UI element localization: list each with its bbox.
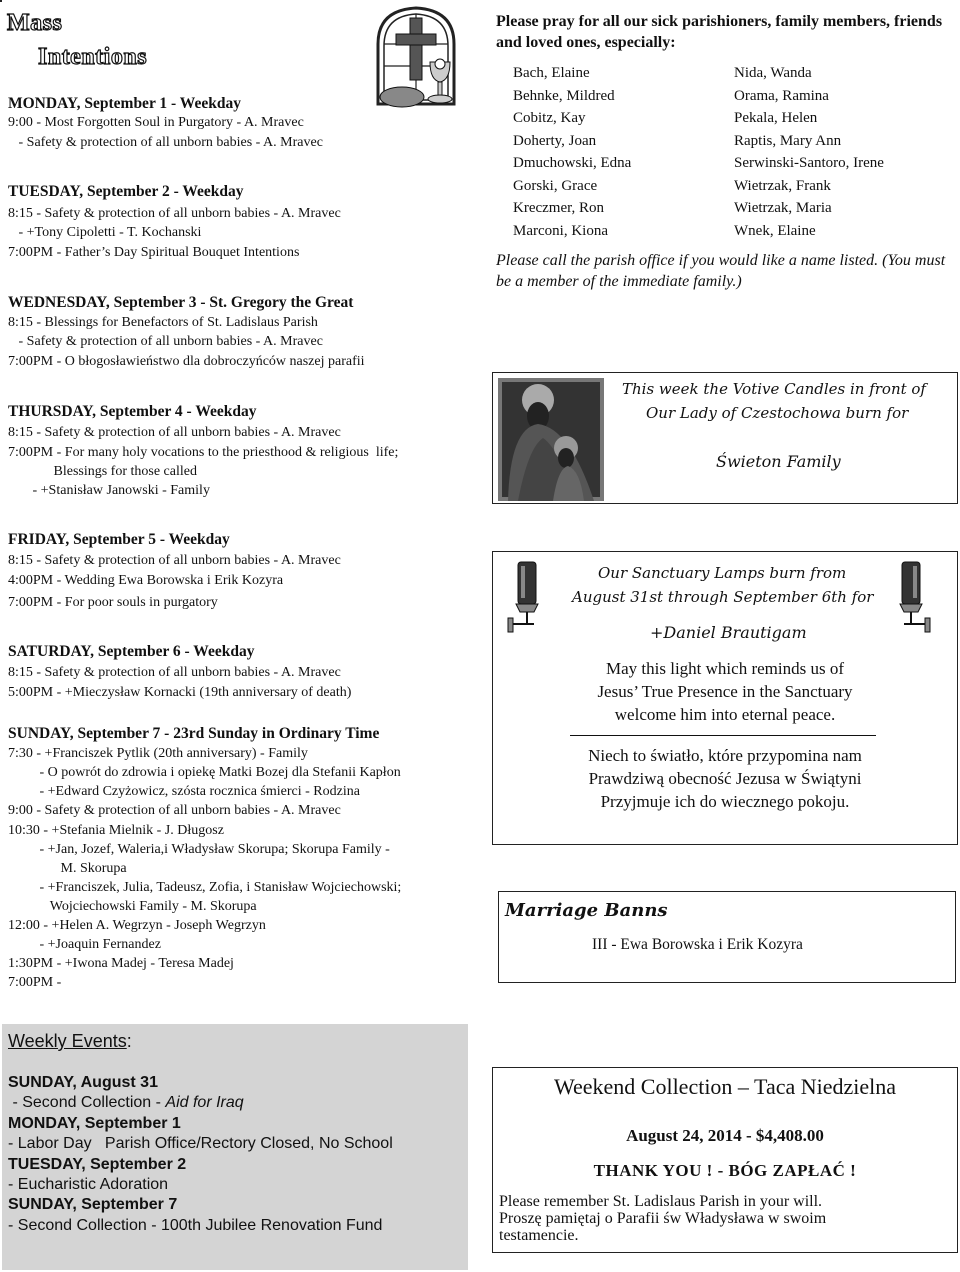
sanctuary-english-line2: Jesus’ True Presence in the Sanctuary	[597, 682, 853, 701]
intention-line: 7:30 - +Franciszek Pytlik (20th anniversary) - Family	[8, 746, 308, 761]
sanctuary-text-line1: Our Sanctuary Lamps burn from	[598, 564, 847, 582]
sick-name: Cobitz, Kay	[513, 110, 586, 126]
intention-line: 7:00PM - Father’s Day Spiritual Bouquet Intentions	[8, 245, 300, 260]
sick-name: Doherty, Joan	[513, 132, 597, 149]
intention-line: - +Tony Cipoletti - T. Kochanski	[8, 225, 202, 240]
day-heading: SUNDAY, September 7 - 23rd Sunday in Ordinary Time	[8, 725, 380, 742]
sanctuary-text-line2: August 31st through September 6th for	[572, 588, 874, 606]
event-text: - Eucharistic Adoration	[8, 1176, 169, 1193]
sanctuary-lamp-icon	[506, 560, 546, 635]
intention-line: 8:15 - Safety & protection of all unborn babies - A. Mravec	[8, 553, 341, 568]
marriage-banns-title: Marriage Banns	[505, 900, 668, 921]
collection-title: Weekend Collection – Taca Niedzielna	[553, 1074, 897, 1099]
sick-name: Dmuchowski, Edna	[513, 155, 632, 171]
sick-name: Marconi, Kiona	[513, 222, 608, 239]
intention-line: 9:00 - Safety & protection of all unborn babies - A. Mravec	[8, 803, 341, 818]
votive-text-line1: This week the Votive Candles in front of	[622, 380, 926, 398]
sanctuary-divider	[570, 735, 876, 736]
event-day	[8, 1114, 181, 1134]
day-heading: FRIDAY, September 5 - Weekday	[8, 531, 230, 548]
sanctuary-english-line1: May this light which reminds us of	[606, 659, 844, 678]
event-text: TUESDAY, September 2	[8, 1155, 187, 1173]
sick-name: Serwinski-Santoro, Irene	[734, 155, 884, 171]
intention-line: 9:00 - Most Forgotten Soul in Purgatory - A. Mravec	[8, 115, 304, 130]
event-text: - Labor Day Parish Office/Rectory Closed, No School	[8, 1135, 393, 1153]
sick-name: Orama, Ramina	[734, 87, 829, 104]
event-item	[8, 1216, 382, 1236]
collection-will-english: Please remember St. Ladislaus Parish in your will.	[499, 1193, 823, 1210]
intention-line: Wojciechowski Family - M. Skorupa	[8, 899, 257, 914]
sick-name: Wietrzak, Frank	[734, 177, 831, 194]
day-heading: MONDAY, September 1 - Weekday	[8, 95, 241, 112]
mass-intentions-box	[0, 0, 2, 2]
votive-text-line2: Our Lady of Czestochowa burn for	[646, 404, 909, 422]
sick-list-note: Please call the parish office if you would like a name listed. (You must be a member of the immediate family.)	[496, 252, 946, 290]
collection-will-polish-line2: testamencie.	[499, 1227, 579, 1244]
event-text: SUNDAY, August 31	[8, 1074, 158, 1091]
weekly-events-title	[8, 1031, 132, 1052]
intention-line: 5:00PM - +Mieczysław Kornacki (19th anniversary of death)	[8, 685, 352, 700]
intention-line: 7:00PM - For poor souls in purgatory	[8, 595, 218, 610]
mass-title: Mass	[7, 10, 63, 36]
event-item	[8, 1134, 393, 1154]
event-day	[8, 1073, 158, 1093]
our-lady-czestochowa-icon	[498, 378, 604, 501]
sick-name: Behnke, Mildred	[513, 87, 615, 104]
collection-will-polish-line1: Proszę pamiętaj o Parafii św Władysława w swoim	[499, 1210, 827, 1227]
mass-title-line2: Intentions	[38, 44, 148, 70]
sick-name: Bach, Elaine	[513, 65, 590, 81]
intention-line: 8:15 - Safety & protection of all unborn babies - A. Mravec	[8, 665, 341, 680]
event-item	[8, 1175, 168, 1195]
intention-line: - +Edward Czyżowicz, szósta rocznica śmierci - Rodzina	[8, 784, 360, 799]
sick-name: Nida, Wanda	[734, 65, 812, 81]
weekly-events-title-colon: :	[126, 1031, 132, 1051]
intention-line: M. Skorupa	[8, 861, 127, 876]
sick-name: Wnek, Elaine	[734, 222, 816, 239]
intention-line: 8:15 - Safety & protection of all unborn babies - A. Mravec	[8, 425, 341, 440]
intention-line: - +Jan, Jozef, Waleria,i Władysław Skorupa; Skorupa Family -	[8, 842, 390, 857]
sick-name: Gorski, Grace	[513, 177, 598, 194]
intention-line: 8:15 - Safety & protection of all unborn babies - A. Mravec	[8, 206, 341, 221]
intention-line: 12:00 - +Helen A. Wegrzyn - Joseph Wegrzyn	[8, 918, 266, 933]
sanctuary-name: +Daniel Brautigam	[650, 623, 807, 642]
day-heading: TUESDAY, September 2 - Weekday	[8, 183, 244, 200]
event-text: - Second Collection -	[8, 1094, 166, 1112]
intention-line: 10:30 - +Stefania Mielnik - J. Długosz	[8, 823, 224, 838]
intention-line: - +Stanisław Janowski - Family	[8, 483, 210, 498]
event-text: SUNDAY, September 7	[8, 1196, 178, 1214]
event-day	[8, 1155, 186, 1175]
intention-line: 8:15 - Blessings for Benefactors of St. Ladislaus Parish	[8, 315, 318, 330]
sick-list-header: Please pray for all our sick parishioners, family members, friends and loved ones, especially:	[496, 13, 943, 51]
event-text: MONDAY, September 1	[8, 1114, 181, 1132]
intention-line: - +Joaquin Fernandez	[8, 937, 161, 952]
event-text: - Second Collection - 100th Jubilee Renovation Fund	[8, 1216, 383, 1234]
intention-line: 1:30PM - +Iwona Madej - Teresa Madej	[8, 956, 234, 971]
sanctuary-lamp-icon	[892, 560, 932, 635]
marriage-banns-text: III - Ewa Borowska i Erik Kozyra	[592, 936, 803, 953]
intention-line: 4:00PM - Wedding Ewa Borowska i Erik Kozyra	[8, 573, 284, 588]
intention-line: - +Franciszek, Julia, Tadeusz, Zofia, i Stanisław Wojciechowski;	[8, 880, 402, 895]
sanctuary-polish-line2: Prawdziwą obecność Jezusa w Świątyni	[588, 769, 862, 788]
intention-line: Blessings for those called	[8, 464, 197, 479]
sick-name: Pekala, Helen	[734, 110, 818, 126]
sanctuary-polish-line1: Niech to światło, które przypomina nam	[588, 746, 862, 765]
day-heading: THURSDAY, September 4 - Weekday	[8, 403, 257, 420]
sick-name: Kreczmer, Ron	[513, 200, 605, 216]
collection-amount: August 24, 2014 - $4,408.00	[626, 1126, 824, 1145]
church-window-icon	[368, 4, 464, 110]
intention-line: - O powrót do zdrowia i opiekę Matki Bozej dla Stefanii Kapłon	[8, 765, 401, 780]
sanctuary-english-line3: welcome him into eternal peace.	[614, 705, 836, 724]
intention-line: - Safety & protection of all unborn babies - A. Mravec	[8, 135, 323, 150]
event-item	[8, 1093, 244, 1113]
event-day	[8, 1195, 177, 1215]
intention-line: - Safety & protection of all unborn babies - A. Mravec	[8, 334, 323, 349]
intention-line: 7:00PM - For many holy vocations to the priesthood & religious life;	[8, 445, 399, 460]
intention-line: 7:00PM - O błogosławieństwo dla dobroczyńców naszej parafii	[8, 354, 365, 369]
sanctuary-polish-line3: Przyjmuje ich do wiecznego pokoju.	[600, 792, 850, 811]
intention-line: 7:00PM -	[8, 975, 62, 990]
votive-family-name: Świeton Family	[716, 452, 841, 471]
sick-name: Raptis, Mary Ann	[734, 132, 842, 149]
event-emphasis: Aid for Iraq	[165, 1094, 244, 1112]
weekly-events-title-text: Weekly Events	[8, 1031, 127, 1051]
day-heading: SATURDAY, September 6 - Weekday	[8, 643, 255, 660]
sick-name: Wietrzak, Maria	[734, 200, 832, 216]
collection-thanks: THANK YOU ! - BÓG ZAPŁAĆ !	[593, 1161, 857, 1180]
day-heading: WEDNESDAY, September 3 - St. Gregory the Great	[8, 294, 354, 311]
